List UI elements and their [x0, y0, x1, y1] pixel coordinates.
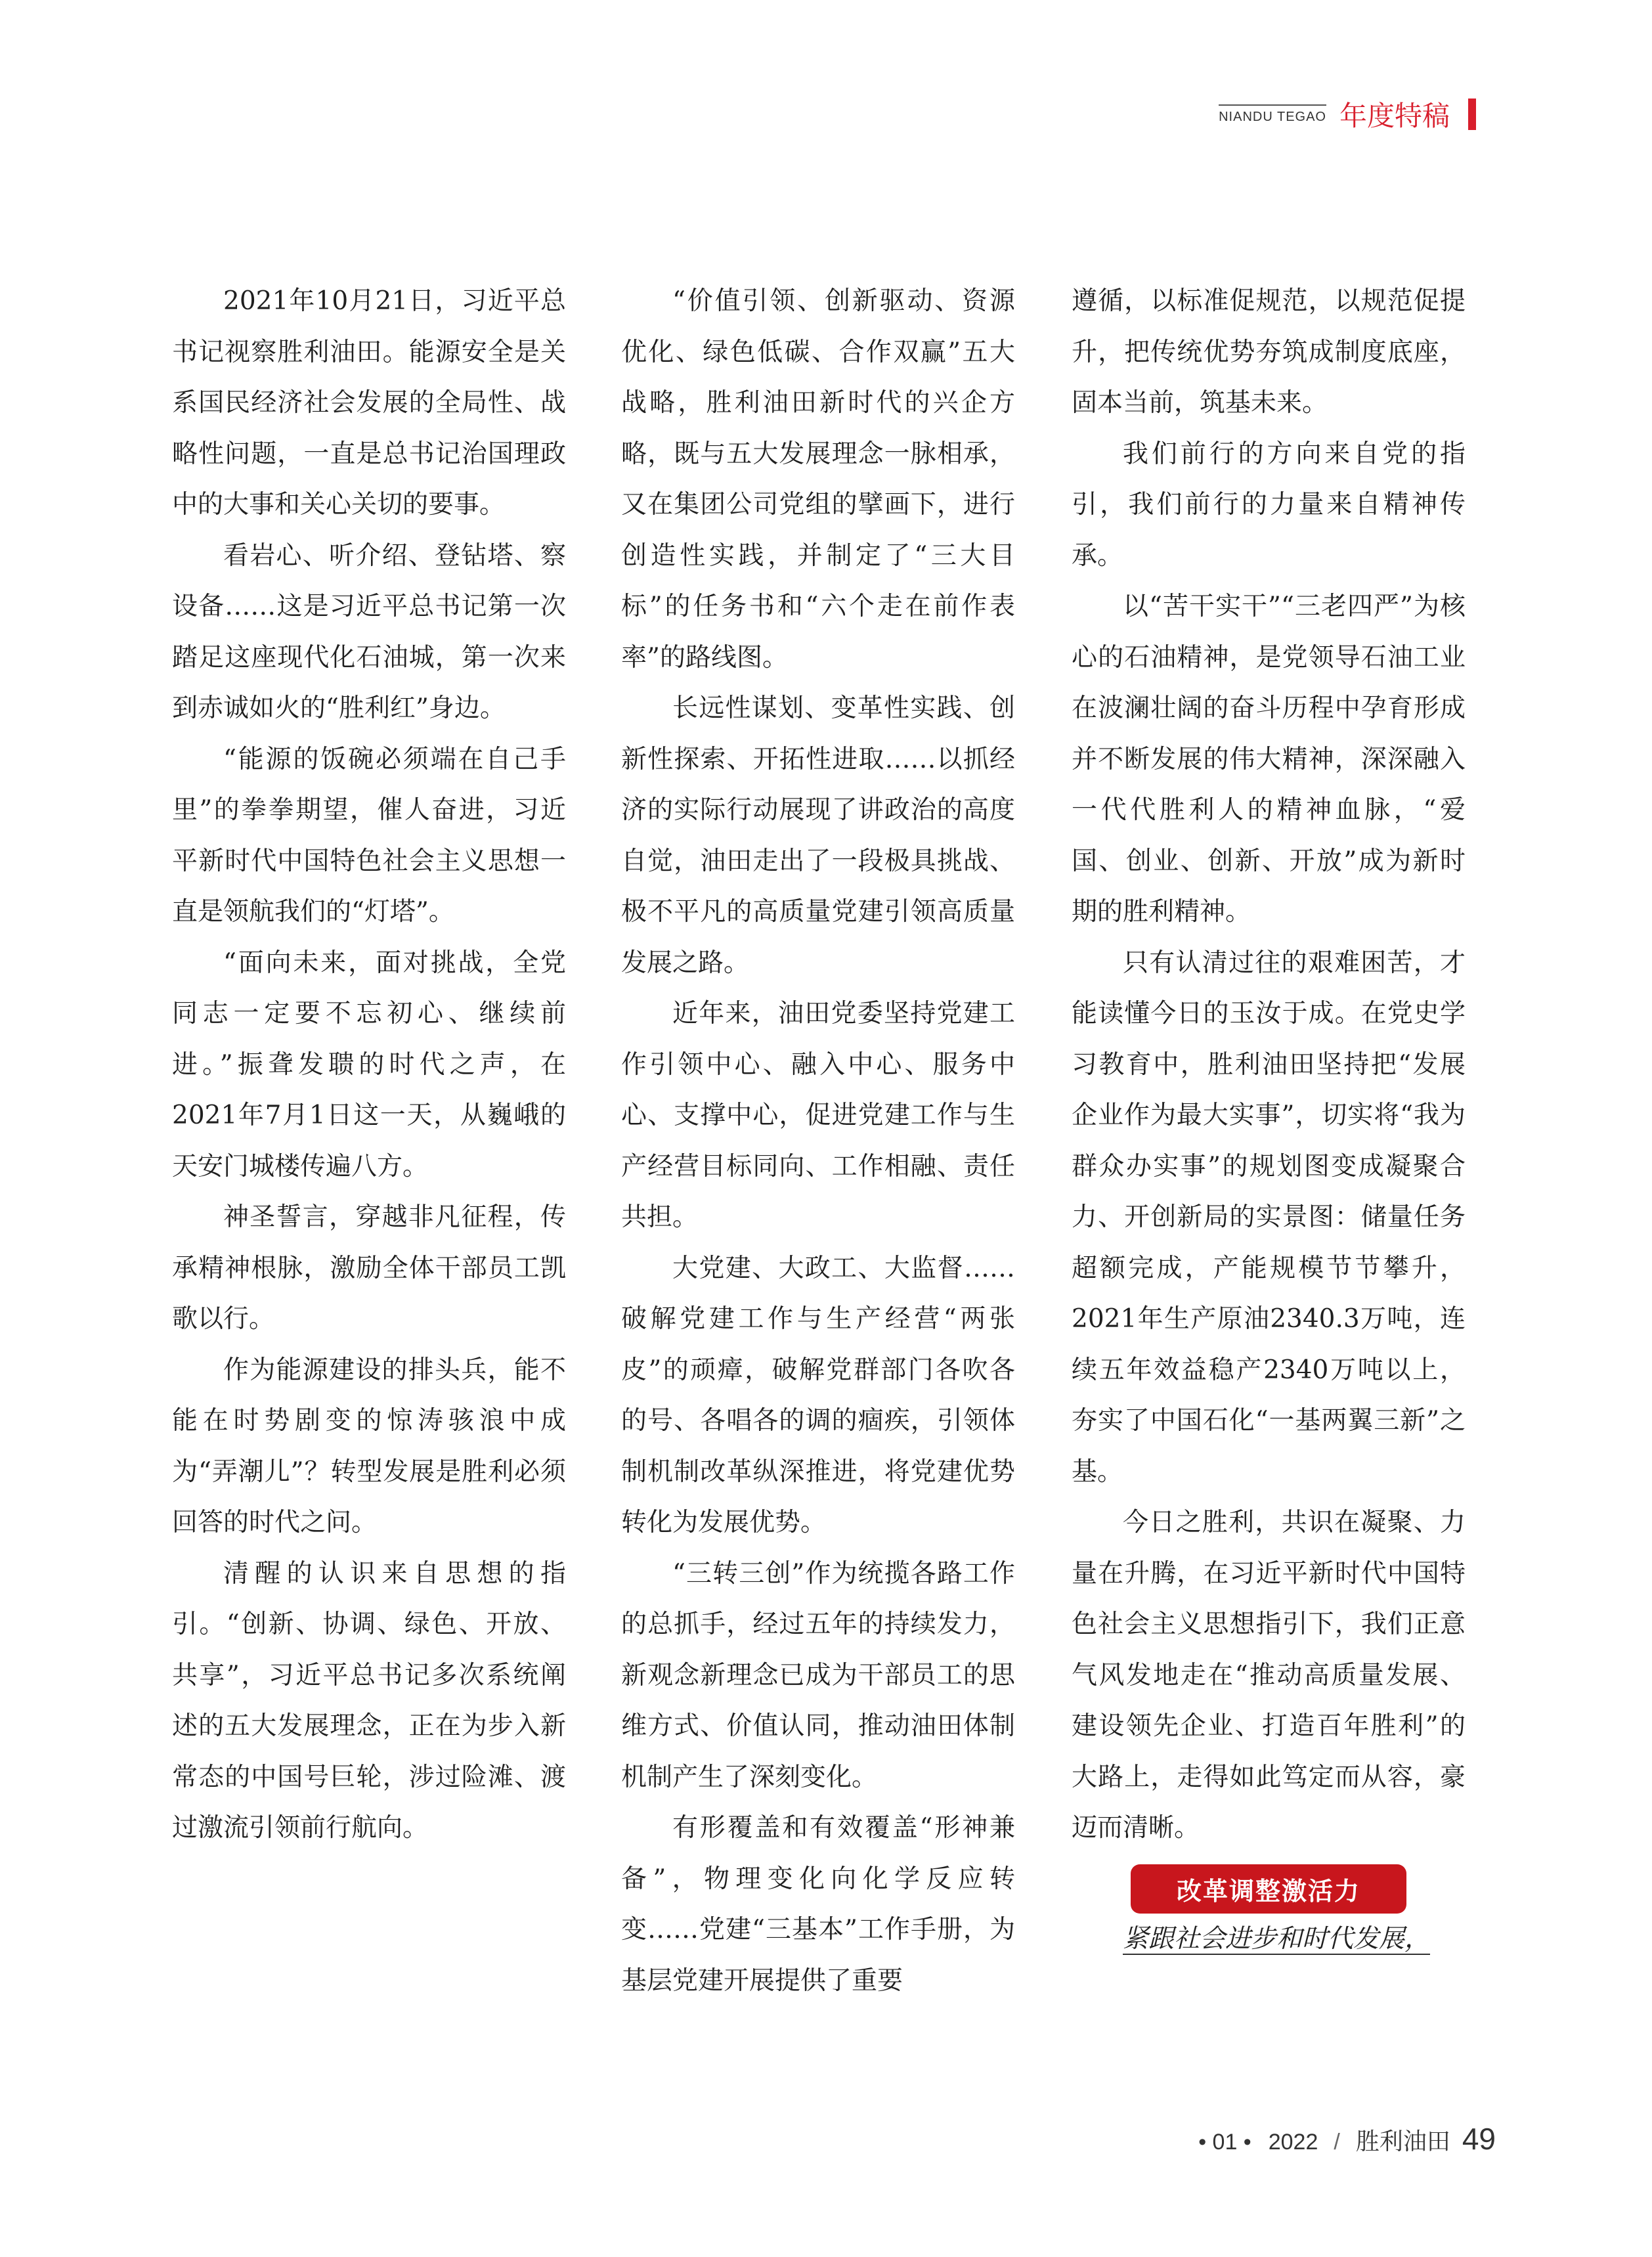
- page-footer: [1198, 2121, 1496, 2157]
- page-number: 49: [1462, 2122, 1496, 2156]
- article-column-3: [1072, 276, 1466, 1964]
- paragraph: 清醒的认识来自思想的指引。“创新、协调、绿色、开放、共享”，习近平总书记多次系统阐述的五大发展理念，正在为步入新常态的中国号巨轮，涉过险滩、渡过激流引领前行航向。: [172, 1558, 566, 1843]
- paragraph: 作为能源建设的排头兵，能不能在时势剧变的惊涛骇浪中成为“弄潮儿”？转型发展是胜利必须回答的时代之问。: [172, 1355, 566, 1537]
- paragraph: 神圣誓言，穿越非凡征程，传承精神根脉，激励全体干部员工凯歌以行。: [172, 1202, 566, 1334]
- page-header: [1219, 91, 1476, 138]
- article-column-2: [621, 276, 1015, 2006]
- section-heading: [1072, 1864, 1466, 1914]
- paragraph: 以“苦干实干”“三老四严”为核心的石油精神，是党领导石油工业在波澜壮阔的奋斗历程中孕育形成并不断发展的伟大精神，深深融入一代代胜利人的精神血脉，“爱国、创业、创新、开放”成为新时期的胜利精神。: [1072, 592, 1466, 927]
- paragraph: 今日之胜利，共识在凝聚、力量在升腾，在习近平新时代中国特色社会主义思想指引下，我们正意气风发地走在“推动高质量发展、建设领先企业、打造百年胜利”的大路上，走得如此笃定而从容，豪迈而清晰。: [1072, 1508, 1466, 1843]
- paragraph: 长远性谋划、变革性实践、创新性探索、开拓性进取……以抓经济的实际行动展现了讲政治的高度自觉，油田走出了一段极具挑战、极不平凡的高质量党建引领高质量发展之路。: [621, 693, 1015, 978]
- article-column-1: [172, 276, 566, 1854]
- paragraph: 近年来，油田党委坚持党建工作引领中心、融入中心、服务中心、支撑中心，促进党建工作与生产经营目标同向、工作相融、责任共担。: [621, 999, 1015, 1232]
- header-accent-bar: [1468, 99, 1476, 130]
- section-label-en: NIANDU TEGAO: [1219, 104, 1326, 125]
- issue-number: • 01 •: [1198, 2130, 1251, 2155]
- paragraph: 我们前行的方向来自党的指引，我们前行的力量来自精神传承。: [1072, 439, 1466, 571]
- paragraph: 看岩心、听介绍、登钻塔、察设备……这是习近平总书记第一次踏足这座现代化石油城，第一次来到赤诚如火的“胜利红”身边。: [172, 540, 566, 723]
- paragraph-tail: [1072, 1914, 1466, 1965]
- paragraph: “三转三创”作为统揽各路工作的总抓手，经过五年的持续发力，新观念新理念已成为干部员工的思维方式、价值认同，推动油田体制机制产生了深刻变化。: [621, 1558, 1015, 1792]
- paragraph: “价值引领、创新驱动、资源优化、绿色低碳、合作双赢”五大战略，胜利油田新时代的兴企方略，既与五大发展理念一脉相承，又在集团公司党组的擘画下，进行创造性实践，并制定了“三大目标”的任务书和“六个走在前作表率”的路线图。: [621, 286, 1015, 672]
- paragraph-continued: 遵循，以标准促规范，以规范促提升，把传统优势夯筑成制度底座，固本当前，筑基未来。: [1072, 286, 1466, 418]
- paragraph: 大党建、大政工、大监督……破解党建工作与生产经营“两张皮”的顽瘴，破解党群部门各吹各的号、各唱各的调的痼疾，引领体制机制改革纵深推进，将党建优势转化为发展优势。: [621, 1253, 1015, 1537]
- paragraph: 只有认清过往的艰难困苦，才能读懂今日的玉汝于成。在党史学习教育中，胜利油田坚持把“发展企业作为最大实事”，切实将“我为群众办实事”的规划图变成凝聚合力、开创新局的实景图：储量任务超额完成，产能规模节节攀升，2021年生产原油2340.3万吨，连续五年效益稳产2340万吨以上，夯实了中国石化“一基两翼三新”之基。: [1072, 948, 1466, 1487]
- paragraph: 有形覆盖和有效覆盖“形神兼备”，物理变化向化学反应转变……党建“三基本”工作手册，为基层党建开展提供了重要: [621, 1813, 1015, 1996]
- issue-year: 2022: [1268, 2130, 1318, 2155]
- footer-separator: /: [1334, 2130, 1340, 2155]
- paragraph: 2021年10月21日，习近平总书记视察胜利油田。能源安全是关系国民经济社会发展的全局性、战略性问题，一直是总书记治国理政中的大事和关心关切的要事。: [172, 286, 566, 519]
- section-label-cn: 年度特稿: [1339, 100, 1450, 132]
- paragraph-tail-text: 紧跟社会进步和时代发展，: [1123, 1923, 1431, 1954]
- section-heading-label: 改革调整激活力: [1131, 1864, 1406, 1914]
- paragraph: “能源的饭碗必须端在自己手里”的拳拳期望，催人奋进，习近平新时代中国特色社会主义思想一直是领航我们的“灯塔”。: [172, 744, 566, 927]
- paragraph: “面向未来，面对挑战，全党同志一定要不忘初心、继续前进。”振聋发聩的时代之声，在2021年7月1日这一天，从巍峨的天安门城楼传遍八方。: [172, 948, 566, 1181]
- magazine-name: 胜利油田: [1355, 2128, 1450, 2155]
